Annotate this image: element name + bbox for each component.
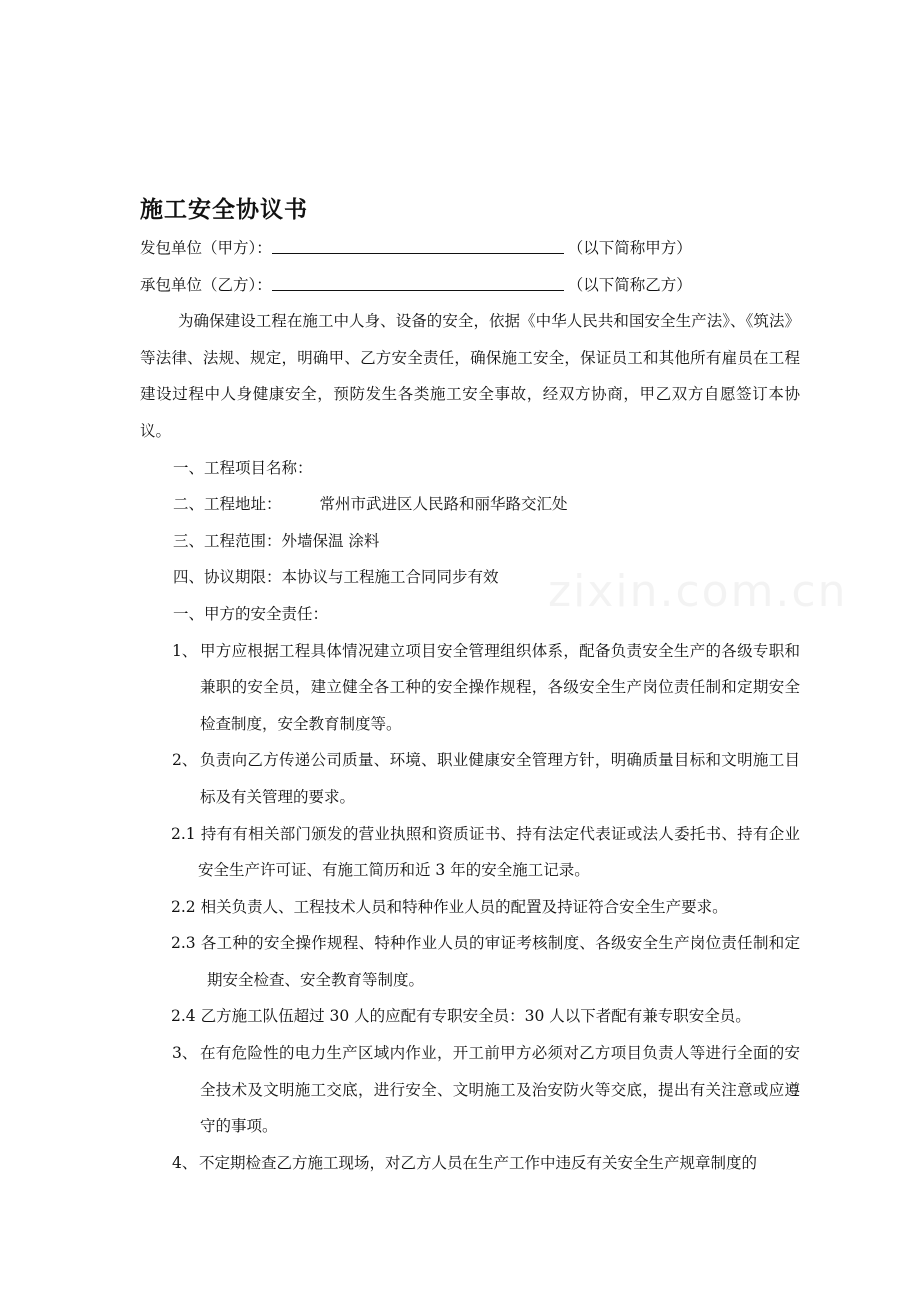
sub-clause-2-4-text: 2.4 乙方施工队伍超过 30 人的应配有专职安全员：30 人以下者配有兼专职安全员。 bbox=[171, 1007, 751, 1026]
clause-1-number: 1、 bbox=[172, 641, 198, 660]
section-party-a-heading: 一、甲方的安全责任： bbox=[173, 604, 329, 623]
item-address-label: 二、工程地址： bbox=[173, 495, 282, 514]
watermark-text: zixin.com.cn bbox=[548, 566, 848, 617]
clause-4 bbox=[140, 1145, 800, 1182]
document-body bbox=[140, 192, 800, 1181]
clause-2 bbox=[140, 742, 800, 815]
sub-clause-2-2-text: 2.2 相关负责人、工程技术人员和特种作业人员的配置及持证符合安全生产要求。 bbox=[171, 897, 728, 916]
item-period: 四、协议期限：本协议与工程施工合同同步有效 bbox=[173, 568, 499, 587]
party-b-line bbox=[140, 267, 800, 304]
clause-2-number: 2、 bbox=[172, 751, 198, 770]
clause-3-number: 3、 bbox=[172, 1044, 198, 1063]
item-address bbox=[140, 486, 800, 523]
sub-clause-2-3 bbox=[140, 925, 800, 998]
clause-1-text: 甲方应根据工程具体情况建立项目安全管理组织体系，配备负责安全生产的各级专职和兼职的安全员，建立健全各工种的安全操作规程，各级安全生产岗位责任制和定期安全检查制度，安全教育制度等。 bbox=[200, 641, 800, 733]
sub-clause-2-3-text: 2.3 各工种的安全操作规程、特种作业人员的审证考核制度、各级安全生产岗位责任制和定期安全检查、安全教育等制度。 bbox=[171, 934, 800, 989]
item-scope: 三、工程范围：外墙保温 涂料 bbox=[173, 531, 380, 550]
party-a-label: 发包单位（甲方）： bbox=[140, 239, 272, 257]
party-a-line bbox=[140, 230, 800, 267]
party-b-suffix: （以下简称乙方） bbox=[567, 275, 692, 294]
party-a-suffix: （以下简称甲方） bbox=[567, 239, 692, 257]
party-b-label: 承包单位（乙方）： bbox=[140, 275, 272, 294]
party-b-blank bbox=[272, 274, 564, 291]
intro-paragraph: 为确保建设工程在施工中人身、设备的安全，依据《中华人民共和国安全生产法》、《筑法》等法律、法规、规定，明确甲、乙方安全责任，确保施工安全，保证员工和其他所有雇员在工程建设过程中人身健康安全，预防发生各类施工安全事故，经双方协商，甲乙双方自愿签订本协议。 bbox=[140, 312, 800, 440]
sub-clause-2-2 bbox=[140, 889, 800, 926]
item-address-value: 常州市武进区人民路和丽华路交汇处 bbox=[319, 495, 568, 514]
party-a-blank bbox=[272, 237, 564, 254]
clause-1 bbox=[140, 633, 800, 743]
item-project-name: 一、工程项目名称： bbox=[173, 458, 313, 477]
clause-3-text: 在有危险性的电力生产区域内作业，开工前甲方必须对乙方项目负责人等进行全面的安全技术及文明施工交底，进行安全、文明施工及治安防火等交底，提出有关注意或应遵守的事项。 bbox=[200, 1044, 800, 1136]
sub-clause-2-1-text: 2.1 持有有相关部门颁发的营业执照和资质证书、持有法定代表证或法人委托书、持有企业安全生产许可证、有施工简历和近 3 年的安全施工记录。 bbox=[171, 824, 800, 880]
clause-4-text: 不定期检查乙方施工现场，对乙方人员在生产工作中违反有关安全生产规章制度的 bbox=[199, 1153, 758, 1172]
clause-4-number: 4、 bbox=[172, 1153, 198, 1172]
clause-3 bbox=[140, 1035, 800, 1145]
clause-2-text: 负责向乙方传递公司质量、环境、职业健康安全管理方针，明确质量目标和文明施工目标及有关管理的要求。 bbox=[200, 751, 800, 806]
document-title: 施工安全协议书 bbox=[140, 196, 308, 223]
sub-clause-2-1 bbox=[140, 816, 800, 889]
sub-clause-2-4 bbox=[140, 998, 800, 1035]
